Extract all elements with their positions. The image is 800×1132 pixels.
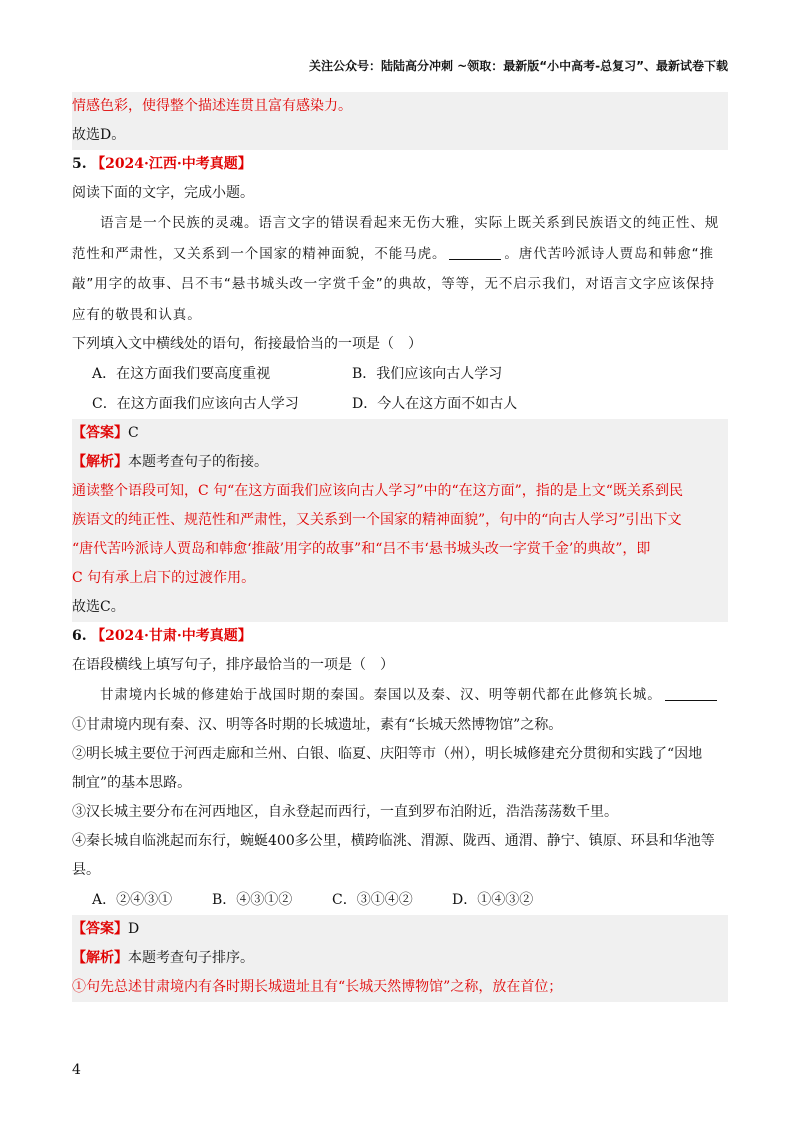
question-5-conclusion: 故选C。 [72, 599, 125, 615]
question-6-instruction: 在语段横线上填写句子，排序最恰当的一项是（ ） [72, 657, 394, 673]
page-content [72, 92, 728, 1002]
option-d: D．①④③② [452, 891, 534, 908]
question-5-passage-line-3: 敲”用字的故事、吕不韦“悬书城头改一字赏千金”的典故，等等，无不启示我们，对语言文字应该保持 [72, 276, 715, 292]
question-6-heading [72, 622, 728, 651]
question-6-item-1: ①甘肃境内现有秦、汉、明等各时期的长城遗址，素有“长城天然博物馆”之称。 [72, 716, 563, 733]
page-header: 关注公众号：陆陆高分冲刺 ~领取：最新版“小中高考-总复习”、最新试卷下载 [309, 59, 728, 73]
question-5-source: 【2024·江西·中考真题】 [91, 156, 252, 172]
option-a: A．在这方面我们要高度重视 [92, 366, 271, 382]
question-5-question: 下列填入文中横线处的语句，衔接最恰当的一项是（ ） [72, 336, 422, 352]
question-6-analysis: 【解析】本题考查句子排序。 [72, 949, 254, 966]
option-b: B．我们应该向古人学习 [352, 366, 503, 382]
question-5-number: 5. [72, 156, 87, 172]
question-6-explanation-1: ①句先总述甘肃境内有各时期长城遗址且有“长城天然博物馆”之称，放在首位； [72, 978, 563, 995]
question-6-item-4: ④秦长城自临洮起而东行，蜿蜒400多公里，横跨临洮、渭源、陇西、通渭、静宁、镇原、环县和华池等 [72, 832, 715, 849]
question-6-options [72, 885, 728, 915]
previous-conclusion: 故选D。 [72, 127, 126, 143]
question-5-passage-line-4: 应有的敬畏和认真。 [72, 306, 202, 323]
question-5-explanation-4: C 句有承上启下的过渡作用。 [72, 570, 256, 586]
option-c: C．③①④② [332, 891, 413, 908]
question-6-item-2-cont: 制宜”的基本思路。 [72, 774, 192, 791]
question-6-item-2: ②明长城主要位于河西走廊和兰州、白银、临夏、庆阳等市（州），明长城修建充分贯彻和实践了“因地 [72, 745, 703, 762]
question-5-explanation-2: 族语文的纯正性、规范性和严肃性，又关系到一个国家的精神面貌”，句中的“向古人学习”引出下文 [72, 512, 682, 528]
option-a: A．②④③① [92, 891, 173, 908]
question-6-item-4-cont: 县。 [72, 861, 100, 878]
page-number: 4 [72, 1062, 81, 1078]
option-c: C．在这方面我们应该向古人学习 [92, 396, 299, 412]
fill-in-blank [665, 687, 717, 701]
previous-answer-block [72, 92, 728, 150]
question-6-answer-block [72, 915, 728, 1002]
question-6-item-3: ③汉长城主要分布在河西地区，自永登起而西行，一直到罗布泊附近，浩浩荡荡数千里。 [72, 803, 618, 820]
question-5-passage-line-1: 语言是一个民族的灵魂。语言文字的错误看起来无伤大雅，实际上既关系到民族语文的纯正性、规 [100, 215, 720, 231]
question-5-instruction: 阅读下面的文字，完成小题。 [72, 185, 254, 201]
option-d: D．今人在这方面不如古人 [352, 396, 518, 412]
question-6-source: 【2024·甘肃·中考真题】 [91, 628, 252, 644]
previous-explanation-end: 情感色彩，使得整个描述连贯且富有感染力。 [72, 98, 352, 114]
question-6-passage: 甘肃境内长城的修建始于战国时期的秦国。秦国以及秦、汉、明等朝代都在此修筑长城。 [72, 680, 728, 711]
question-5-options-row-2 [72, 389, 728, 419]
question-5-answer-block [72, 419, 728, 622]
fill-in-blank [449, 246, 501, 260]
question-6-answer: 【答案】D [72, 920, 140, 937]
question-5-explanation-1: 通读整个语段可知，C 句“在这方面我们应该向古人学习”中的“在这方面”，指的是上文“既关系到民 [72, 483, 683, 499]
question-5-heading [72, 150, 728, 179]
question-6-number: 6. [72, 628, 87, 644]
option-b: B．④③①② [212, 891, 293, 908]
question-5-answer: 【答案】C [72, 425, 139, 441]
question-5-options-row-1 [72, 359, 728, 389]
question-5-explanation-3: “唐代苦吟派诗人贾岛和韩愈‘推敲’用字的故事”和“吕不韦‘悬书城头改一字赏千金’的典故”，即 [72, 541, 651, 557]
question-5-analysis: 【解析】本题考查句子的衔接。 [72, 454, 268, 470]
question-5-passage-line-2: 范性和严肃性，又关系到一个国家的精神面貌，不能马虎。 。唐代苦吟派诗人贾岛和韩愈“推 [72, 245, 714, 262]
